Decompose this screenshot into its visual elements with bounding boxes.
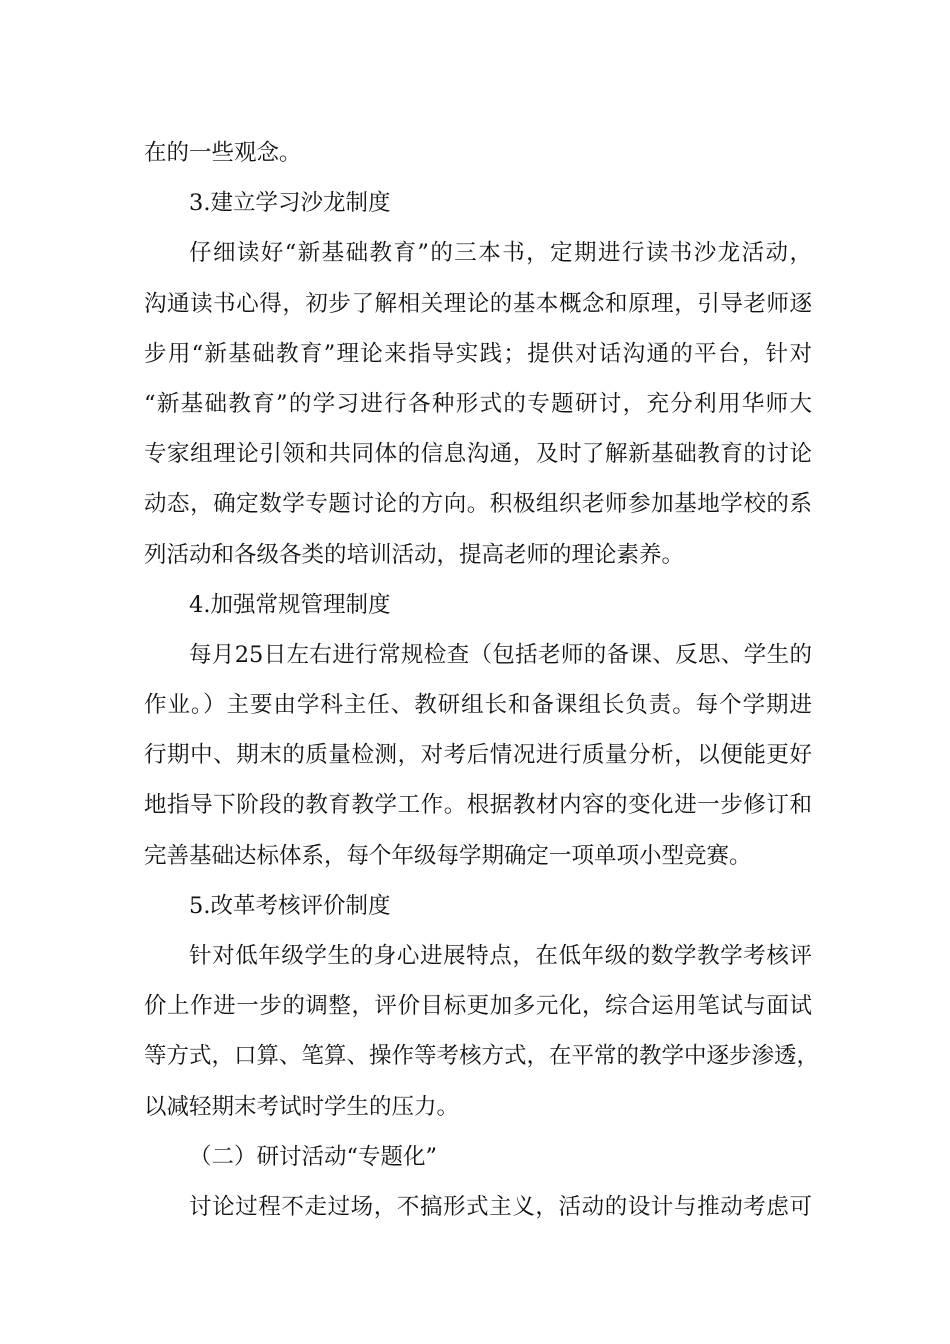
- paragraph-line: 动态，确定数学专题讨论的方向。积极组织老师参加基地学校的系: [144, 491, 812, 518]
- paragraph-line: 作业。）主要由学科主任、教研组长和备课组长负责。每个学期进: [144, 692, 812, 719]
- section-heading: 5.改革考核评价制度: [189, 892, 391, 919]
- paragraph-line: 完善基础达标体系，每个年级每学期确定一项单项小型竞赛。: [144, 842, 752, 869]
- paragraph-line: “新基础教育”的学习进行各种形式的专题研讨，充分利用华师大: [144, 390, 812, 417]
- paragraph-line: 针对低年级学生的身心进展特点，在低年级的数学教学考核评: [189, 943, 812, 969]
- paragraph-line: 以减轻期末考试时学生的压力。: [144, 1093, 460, 1120]
- paragraph-line: 价上作进一步的调整，评价目标更加多元化，综合运用笔试与面试: [144, 993, 812, 1020]
- section-heading: 4.加强常规管理制度: [189, 591, 391, 618]
- paragraph-line: 行期中、期末的质量检测，对考后情况进行质量分析，以便能更好: [144, 742, 812, 769]
- paragraph-line: 沟通读书心得，初步了解相关理论的基本概念和原理，引导老师逐: [144, 290, 812, 317]
- paragraph-line: 仔细读好“新基础教育”的三本书，定期进行读书沙龙活动，: [189, 240, 812, 267]
- document-body: [144, 128, 820, 1232]
- paragraph-line: 每月25日左右进行常规检查（包括老师的备课、反思、学生的: [189, 641, 812, 668]
- paragraph-line: 专家组理论引领和共同体的信息沟通，及时了解新基础教育的讨论: [144, 441, 812, 468]
- paragraph-line: 列活动和各级各类的培训活动，提高老师的理论素养。: [144, 541, 685, 568]
- paragraph-line: 在的一些观念。: [144, 140, 302, 166]
- paragraph-line: 等方式，口算、笔算、操作等考核方式，在平常的教学中逐步渗透，: [144, 1043, 820, 1070]
- section-heading: 3.建立学习沙龙制度: [189, 190, 391, 217]
- paragraph-line: 讨论过程不走过场，不搞形式主义，活动的设计与推动考虑可: [189, 1193, 812, 1220]
- paragraph-line: 步用“新基础教育”理论来指导实践；提供对话沟通的平台，针对: [144, 340, 812, 367]
- section-heading: （二）研讨活动“专题化”: [189, 1143, 438, 1170]
- paragraph-line: 地指导下阶段的教育教学工作。根据教材内容的变化进一步修订和: [144, 792, 812, 819]
